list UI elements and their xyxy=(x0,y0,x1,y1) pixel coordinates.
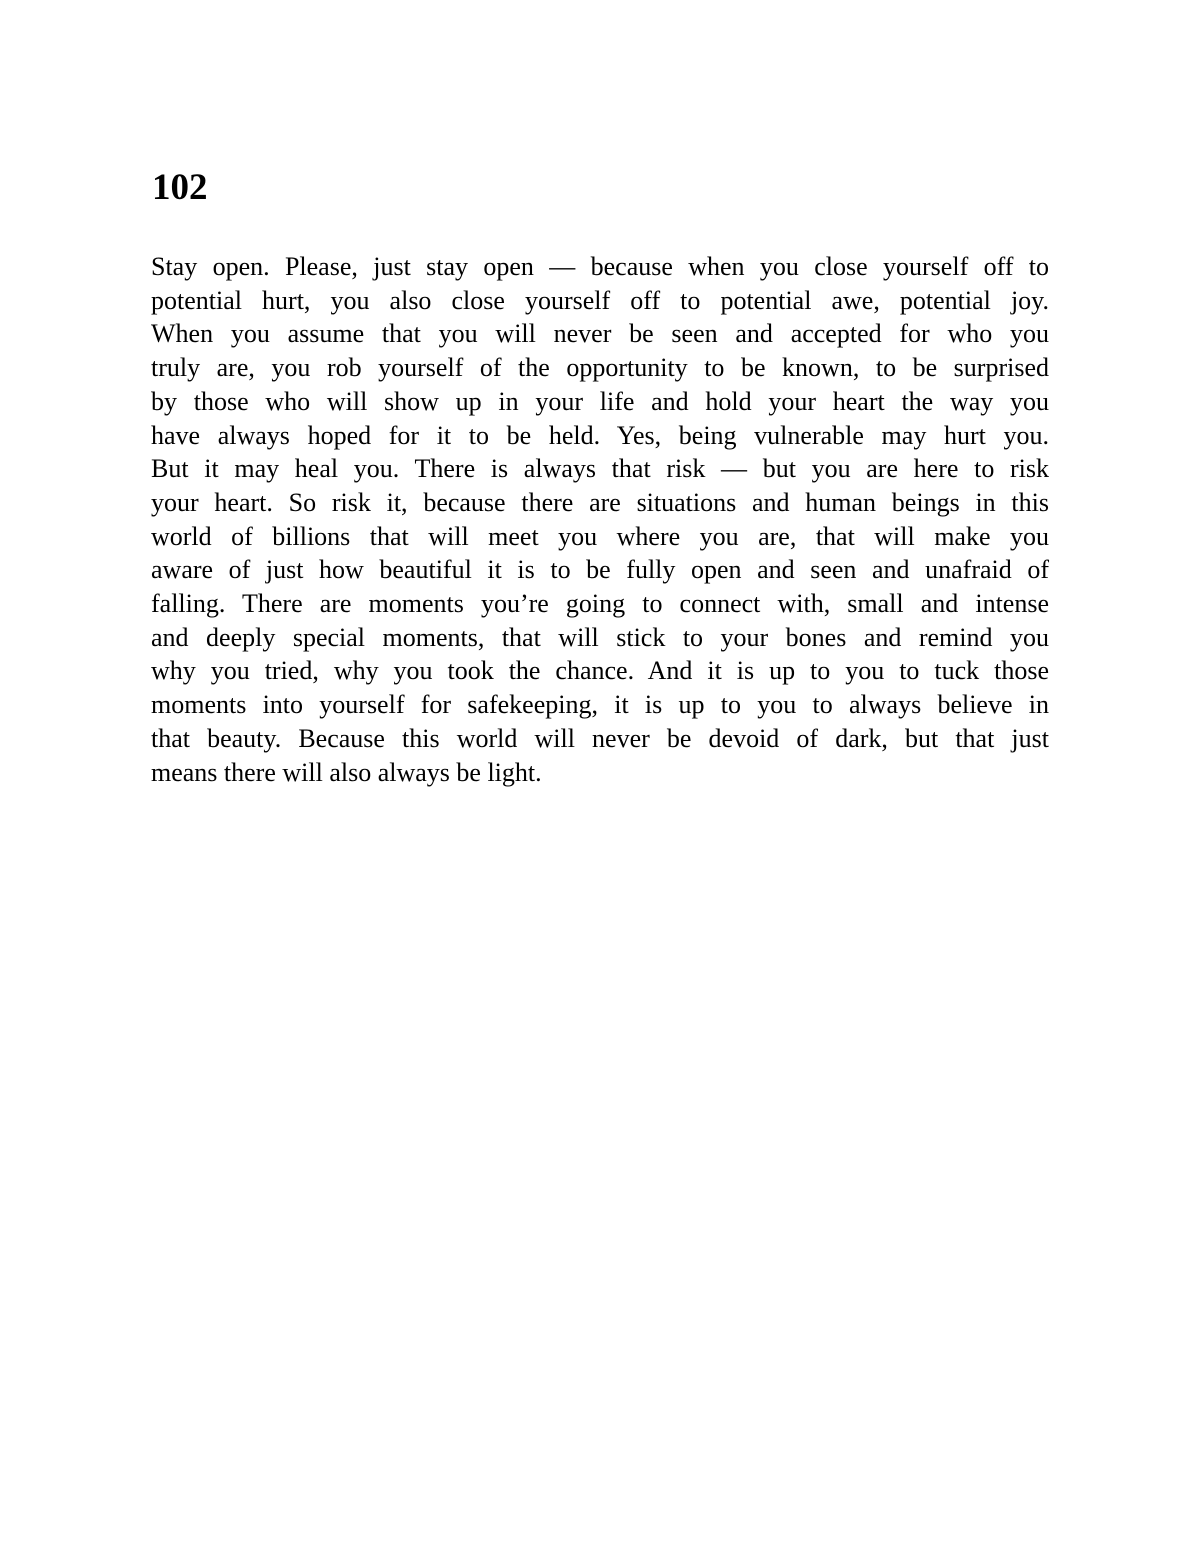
text-line: means there will also always be light. xyxy=(151,757,542,787)
text-line: that beauty. Because this world will never be devoid of dark, but that just xyxy=(151,723,1049,753)
text-line: and deeply special moments, that will stick to your bones and remind you xyxy=(151,622,1049,652)
text-line: why you tried, why you took the chance. And it is up to you to tuck those xyxy=(151,656,1049,686)
text-line: world of billions that will meet you where you are, that will make you xyxy=(151,521,1049,551)
text-line: potential hurt, you also close yourself off to potential awe, potential joy. xyxy=(151,285,1049,315)
text-line: Stay open. Please, just stay open — because when you close yourself off to xyxy=(151,252,1049,281)
text-line: When you assume that you will never be seen and accepted for who you xyxy=(151,319,1049,349)
text-line: truly are, you rob yourself of the opportunity to be known, to be surprised xyxy=(151,353,1049,383)
text-line: But it may heal you. There is always that risk — but you are here to risk xyxy=(151,454,1049,484)
body-paragraph xyxy=(151,250,1049,789)
text-line: your heart. So risk it, because there are situations and human beings in this xyxy=(151,487,1049,517)
text-line: have always hoped for it to be held. Yes, being vulnerable may hurt you. xyxy=(151,420,1049,450)
text-line: falling. There are moments you’re going to connect with, small and intense xyxy=(151,589,1049,619)
text-line: aware of just how beautiful it is to be fully open and seen and unafraid of xyxy=(151,555,1049,585)
text-line: moments into yourself for safekeeping, it is up to you to always believe in xyxy=(151,690,1049,720)
page-number: 102 xyxy=(152,167,208,208)
text-line: by those who will show up in your life and hold your heart the way you xyxy=(151,386,1049,416)
